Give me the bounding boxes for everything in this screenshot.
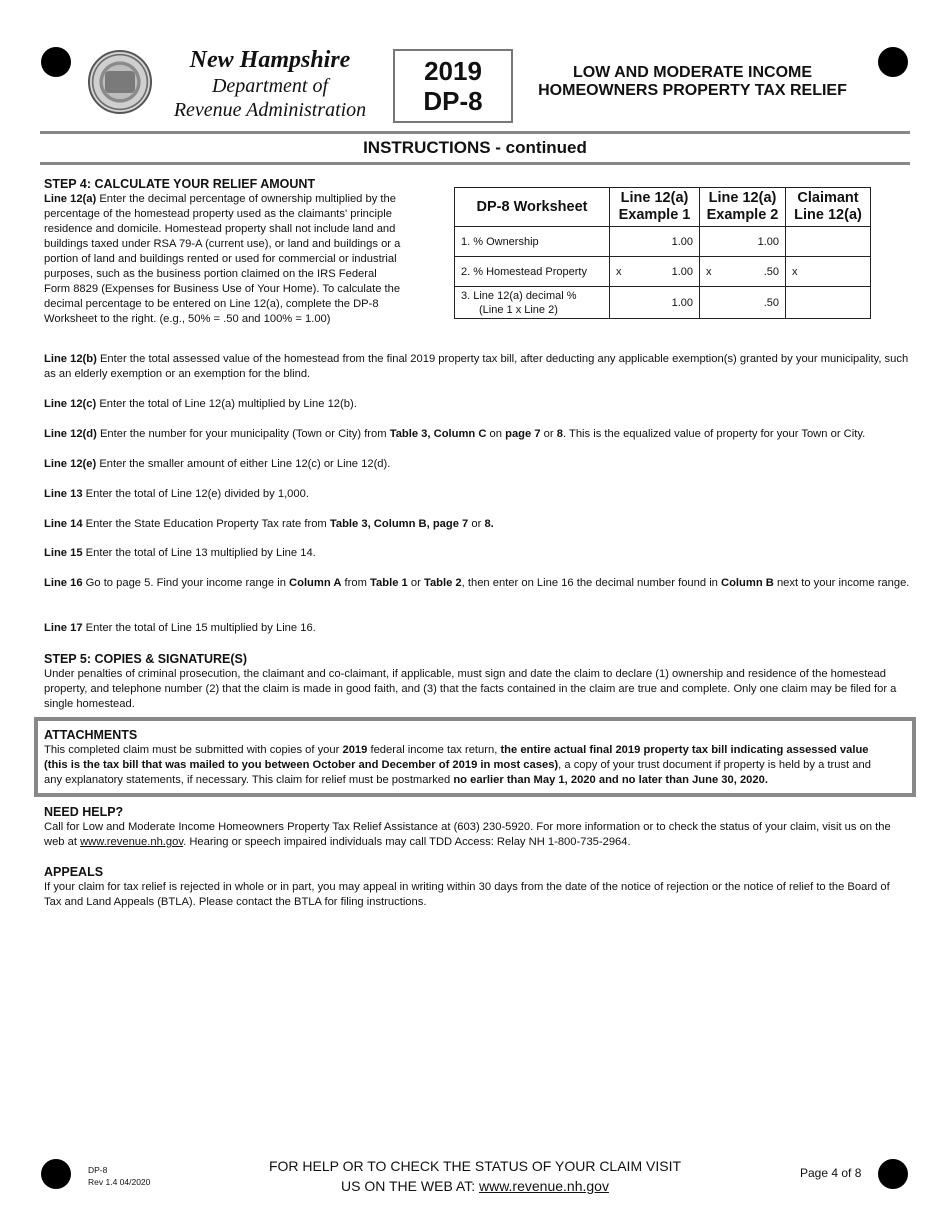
worksheet-cell-ex1: x 1.00: [610, 257, 700, 287]
line13-paragraph: Line 13 Enter the total of Line 12(e) divided by 1,000.: [44, 488, 309, 500]
worksheet-header-title: DP-8 Worksheet: [455, 188, 610, 227]
line12a-paragraph: [44, 192, 404, 327]
dp8-worksheet-table: [454, 187, 871, 319]
worksheet-header-row: [455, 188, 871, 227]
footer-form-info: [88, 1164, 150, 1188]
form-id: DP-8: [423, 86, 483, 116]
line12e-label: Line 12(e): [44, 458, 97, 470]
footer-form-code: DP-8: [88, 1165, 108, 1175]
registration-dot-bottom-right: [878, 1159, 908, 1189]
footer-help: [250, 1156, 700, 1196]
appeals-section: [44, 864, 910, 910]
appeals-heading: APPEALS: [44, 865, 104, 879]
agency-line-3: Revenue Administration: [173, 99, 367, 121]
worksheet-cell-ex2: .50: [700, 287, 786, 319]
line12a-text: Enter the decimal percentage of ownership multiplied by the percentage of the homestead property used as the claimants' principle residence and domicile. Homestead property shall not include land and buildings taxed under RSA 79-A (current use), or land and buildings or a portion of land and buildings rented or used for commercial or industrial purposes, such as the business portion claimed on the IRS Federal Form 8829 (Expenses for Business Use of Your Home). To calculate the decimal percentage to be entered on Line 12(a), complete the DP-8 Worksheet to the right. (e.g., 50% = .50 and 100% = 1.00): [44, 193, 401, 325]
line13-label: Line 13: [44, 488, 83, 500]
registration-dot-bottom-left: [41, 1159, 71, 1189]
agency-name: [160, 46, 380, 122]
line12c-paragraph: Line 12(c) Enter the total of Line 12(a) multiplied by Line 12(b).: [44, 398, 357, 410]
agency-line-2: Department of: [211, 75, 329, 97]
step5-heading: STEP 5: COPIES & SIGNATURE(S): [44, 652, 248, 666]
registration-dot-top-right: [878, 47, 908, 77]
appeals-text: If your claim for tax relief is rejected in whole or in part, you may appeal in writing within 30 days from the date of the notice of rejection or the notice of relief to the Board of Tax and Land Appeals (BTLA). Please contact the BTLA for filing instructions.: [44, 881, 890, 908]
worksheet-cell-ex1: 1.00: [610, 287, 700, 319]
worksheet-row: [455, 257, 871, 287]
worksheet-cell-claimant[interactable]: [786, 287, 871, 319]
line12b-paragraph: Line 12(b) Enter the total assessed value of the homestead from the final 2019 property tax bill, after deducting any applicable exemption(s) granted by your municipality, such as an elderly exemption or an exemption for the blind.: [44, 353, 909, 380]
line12c-label: Line 12(c): [44, 398, 97, 410]
state-seal-icon: [88, 50, 152, 114]
divider-top: [40, 131, 910, 134]
line12d-paragraph: Line 12(d) Enter the number for your municipality (Town or City) from Table 3, Column C on page 7 or 8. This is the equalized value of property for your Town or City.: [44, 428, 866, 440]
attachments-heading: ATTACHMENTS: [44, 728, 138, 742]
footer-help-line-2: US ON THE WEB AT: www.revenue.nh.gov: [341, 1178, 609, 1194]
line16-label: Line 16: [44, 577, 83, 589]
worksheet-cell-ex1: 1.00: [610, 227, 700, 257]
step4-heading: STEP 4: CALCULATE YOUR RELIEF AMOUNT: [44, 177, 316, 191]
line12a-label: Line 12(a): [44, 193, 97, 205]
step5-text: Under penalties of criminal prosecution, the claimant and co-claimant, if applicable, must sign and date the claim to declare (1) ownership and residence of the homestead property, and telephone number (2) that the claim is made in good faith, and (3) that the facts contained in the claim are true and complete. Only one claim may be filed for a single homestead.: [44, 668, 897, 710]
worksheet-row-label: 3. Line 12(a) decimal % (Line 1 x Line 2): [455, 287, 610, 319]
line15-label: Line 15: [44, 547, 83, 559]
worksheet-row-label: 2. % Homestead Property: [455, 257, 610, 287]
worksheet-row: [455, 287, 871, 319]
form-title-line-1: LOW AND MODERATE INCOME: [572, 64, 813, 81]
line14-label: Line 14: [44, 518, 83, 530]
agency-line-1: New Hampshire: [189, 47, 351, 73]
worksheet-header-example1: Line 12(a) Example 1: [610, 188, 700, 227]
form-id-box: [393, 49, 513, 123]
form-year: 2019: [424, 56, 482, 86]
need-help-text: Call for Low and Moderate Income Homeowners Property Tax Relief Assistance at (603) 230-5920. For more information or to check the status of your claim, visit us on the web at www.revenue.nh.gov. Hearing or speech impaired individuals may call TDD Access: Relay NH 1-800-735-2964.: [44, 821, 891, 848]
line15-paragraph: Line 15 Enter the total of Line 13 multiplied by Line 14.: [44, 547, 316, 559]
line12e-paragraph: Line 12(e) Enter the smaller amount of either Line 12(c) or Line 12(d).: [44, 458, 391, 470]
line16-paragraph: Line 16 Go to page 5. Find your income range in Column A from Table 1 or Table 2, then enter on Line 16 the decimal number found in Column B next to your income range.: [44, 577, 910, 589]
worksheet-row: [455, 227, 871, 257]
footer-revision: Rev 1.4 04/2020: [88, 1177, 151, 1187]
worksheet-cell-ex2: x .50: [700, 257, 786, 287]
attachments-section: [44, 727, 892, 788]
footer-help-line-1: FOR HELP OR TO CHECK THE STATUS OF YOUR CLAIM VISIT: [268, 1158, 682, 1174]
form-title: [525, 64, 860, 100]
worksheet-cell-claimant[interactable]: x: [786, 257, 871, 287]
step4-section: [44, 176, 404, 327]
worksheet-header-claimant: Claimant Line 12(a): [786, 188, 871, 227]
step5-section: [44, 651, 910, 712]
line12d-label: Line 12(d): [44, 428, 97, 440]
footer-website-link[interactable]: www.revenue.nh.gov: [478, 1178, 609, 1194]
line17-paragraph: Line 17 Enter the total of Line 15 multiplied by Line 16.: [44, 622, 316, 634]
line14-paragraph: Line 14 Enter the State Education Property Tax rate from Table 3, Column B, page 7 or 8.: [44, 518, 494, 530]
section-heading: INSTRUCTIONS - continued: [363, 138, 587, 157]
form-title-line-2: HOMEOWNERS PROPERTY TAX RELIEF: [538, 82, 847, 99]
worksheet-row-label: 1. % Ownership: [455, 227, 610, 257]
need-help-heading: NEED HELP?: [44, 805, 124, 819]
worksheet-cell-ex2: 1.00: [700, 227, 786, 257]
line12b-label: Line 12(b): [44, 353, 97, 365]
worksheet-header-example2: Line 12(a) Example 2: [700, 188, 786, 227]
worksheet-cell-claimant[interactable]: [786, 227, 871, 257]
page-number: Page 4 of 8: [800, 1166, 862, 1180]
registration-dot-top-left: [41, 47, 71, 77]
line17-label: Line 17: [44, 622, 83, 634]
revenue-website-link[interactable]: www.revenue.nh.gov: [80, 836, 184, 848]
divider-heading: [40, 162, 910, 165]
attachments-text: This completed claim must be submitted with copies of your 2019 federal income tax return, the entire actual final 2019 property tax bill indicating assessed value (this is the tax bill that was mailed to you between October and December of 2019 in most cases), a copy of your trust document if property is held by a trust and any explanatory statements, if necessary. This claim for relief must be postmarked no earlier than May 1, 2020 and no later than June 30, 2020.: [44, 744, 871, 786]
need-help-section: [44, 804, 910, 850]
